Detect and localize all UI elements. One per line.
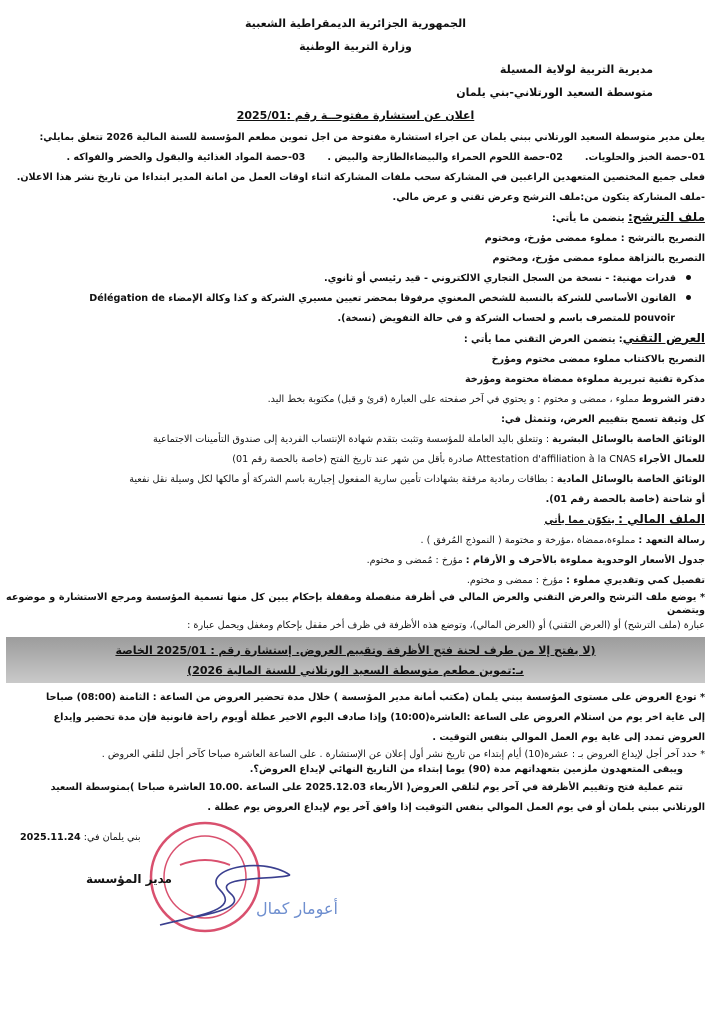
technical-heading <box>6 328 705 349</box>
deposit-line: العروض تمدد إلى غاية يوم العمل الموالي بنفس التوقيت . <box>432 731 705 743</box>
item-text: مملوءة،ممضاة ،مؤرخة و مختومة ( النموذج المُرفق ) . <box>420 534 639 546</box>
material-label: الوثائق الخاصة بالوسائل المادية <box>556 473 705 485</box>
file-composition: -ملف المشاركة يتكون من:ملف الترشح وعرض تقني و عرض مالي. <box>392 191 705 203</box>
material-cont: أو شاحنة (خاصة بالحصة رقم 01). <box>545 493 705 505</box>
opening-line: الورتلاني ببني يلمان أو في يوم العمل الموالي بنفس التوقيت إذا وافق آخر يوم لإيداع العروض يوم عطلة . <box>207 801 705 813</box>
technical-item: مذكرة تقنية تبريرية مملوءة ممضاة مختومة ومؤرخة <box>464 373 705 385</box>
lots-line <box>6 147 705 167</box>
signatory: مدير المؤسسة <box>86 871 172 886</box>
ministry-header: وزارة التربية الوطنية <box>299 40 412 53</box>
financial-item <box>6 550 705 570</box>
item-label: تفصيل كمي وتقديري مملوء : <box>566 574 705 586</box>
republic-header: الجمهورية الجزائرية الديمقراطية الشعبية <box>245 17 466 30</box>
deadline-line: * حدد آخر أجل لإيداع العروض بـ : عشرة(10) أيام إبتداء من تاريخ نشر أول إعلان عن الإستشارة . على الساعة العاشرة صباحا كآخر أجل لتلقي العروض . <box>101 749 705 760</box>
notice-box <box>6 637 705 683</box>
material-text: : بطاقات رمادية مرفقة بشهادات تأمين سارية المفعول إجبارية باسم الشركة أو مالكها لكل وسيلة نقل نفعية <box>129 473 557 485</box>
lot-3: 03-حصة المواد الغذائية والبقول والخضر والفواكه . <box>66 151 306 163</box>
bullet-text-fr: Délégation de <box>89 292 165 304</box>
specs-line <box>6 389 705 409</box>
financial-heading-label: الملف المالي : <box>618 511 705 526</box>
item-text: مؤرخ : ممضى و مختوم. <box>466 574 567 586</box>
candidacy-heading-text: يتضمن ما يأتي: <box>552 212 628 224</box>
item-label: رسالة التعهد : <box>638 534 705 546</box>
opening-line: تتم عملية فتح وتقييم الأظرفة في آخر يوم لتلقي العروض( الأربعاء 2025.12.03 على الساعة .10.00 العاشرة صباحا )بمتوسطة السعيد <box>50 781 683 793</box>
candidacy-item: التصريح بالنزاهة مملوء ممضى مؤرخ، ومختوم <box>492 252 705 264</box>
notice-line: (لا يفتح إلا من طرف لجنة فتح الأظرفة وتقييم العروض. إستشارة رقم : 2025/01 الخاصة <box>115 643 596 657</box>
school-name: متوسطة السعيد الورتلاني-بني يلمان <box>456 86 653 99</box>
page-title: اعلان عن استشارة مفتوحــة رقم :2025/01 <box>236 109 475 122</box>
lot-2: 02-حصة اللحوم الحمراء والبيضاءالطازجة والبيض . <box>327 151 563 163</box>
technical-heading-text: : يتضمن العرض التقني مما يأتي : <box>463 333 623 345</box>
commitment-line: ويبقى المتعهدون ملزمين بتعهداتهم مدة (90) يوما إبتداء من التاريخ النهائي لإيداع العروض؟. <box>249 764 683 775</box>
human-text: : وتتعلق باليد العاملة للمؤسسة وتثبت بتقدم شهادة الإنتساب الفردية إلى صندوق التأمينات الاجتماعية <box>152 433 553 445</box>
bullet-icon <box>686 295 691 300</box>
signature-name: أعومار كمال <box>256 898 338 918</box>
invitation-line: فعلى جميع المختصين المتعهدين الراغبين في المشاركة سحب ملفات المشاركة اثناء اوقات العمل من امانة المدير ابتداءا من تاريخ نشر هذا الاعلان. <box>16 171 705 183</box>
bullet-continuation <box>6 308 705 328</box>
human-resources-line <box>6 429 705 449</box>
financial-heading-text: يتكوّن مما يأتي <box>544 514 619 526</box>
material-line <box>6 469 705 489</box>
specs-text: مملوء ، ممضى و مختوم : و يحتوي في آخر صفحته على العبارة (قرئ و قبل) مكتوبة بخط اليد. <box>267 393 643 405</box>
place-date <box>20 827 141 847</box>
financial-item <box>6 570 705 590</box>
candidacy-item: التصريح بالترشح : مملوء ممضى مؤرخ، ومختوم <box>484 232 705 244</box>
candidacy-heading-label: ملف الترشح: <box>627 209 705 224</box>
cnas-line <box>6 449 705 469</box>
cnas-fr: Attestation d'affiliation à la CNAS <box>476 453 636 465</box>
bullet-icon <box>686 275 691 280</box>
lot-1: 01-حصة الخبز والحلويات. <box>584 151 705 163</box>
envelope-cont: عبارة (ملف الترشح) أو (العرض التقني) أو (العرض المالي)، وتوضع هذه الأظرفة في ظرف أخر مقفل بإحكام ومغفل ويحمل عبارة : <box>187 620 705 631</box>
technical-item: التصريح بالاكتتاب مملوء ممضى مختوم ومؤرخ <box>491 353 705 365</box>
footer <box>6 817 705 937</box>
directorate: مديرية التربية لولاية المسيلة <box>499 63 653 76</box>
financial-item <box>6 530 705 550</box>
candidacy-heading <box>6 207 705 228</box>
bullet-item <box>6 268 705 288</box>
cnas-label: للعمال الأجراء <box>638 453 705 465</box>
notice-line: بـ:تموين مطعم متوسطة السعيد الورتلاني للسنة المالية 2026) <box>187 663 524 677</box>
bullet-text: القانون الأساسي للشركة بالنسبة للشخص المعنوي مرفوقا بمحضر تعيين مسيري الشركة و كذا وكالة الإمضاء <box>168 292 676 304</box>
deposit-line: * تودع العروض على مستوى المؤسسة ببني يلمان (مكتب أمانة مدير المؤسسة ) خلال مدة تحضير العروض من الساعة : الثامنة (08:00) صباحا <box>46 691 705 703</box>
date: 2025.11.24 <box>20 831 81 843</box>
bullet-cont-text: للمتصرف باسم و لحساب الشركة و في حالة التفويض (نسخة). <box>337 312 631 324</box>
bullet-cont-fr: pouvoir <box>633 312 675 324</box>
intro-line: يعلن مدير متوسطة السعيد الورتلاني ببني يلمان عن اجراء استشارة مفتوحة من اجل تموين مطعم المؤسسة للسنة المالية 2026 تتعلق بمايلي: <box>39 131 705 143</box>
bullet-item <box>6 288 705 308</box>
place-label: بني يلمان في: <box>83 831 141 843</box>
technical-heading-label: العرض التقني <box>622 330 705 345</box>
deposit-line: إلى غاية اخر يوم من استلام العروض على الساعة :العاشرة(10:00) وإذا صادف اليوم الاخير عطلة أويوم راحة قانونية فإن مدة تحضير وإيداع <box>53 711 705 723</box>
specs-label: دفتر الشروط <box>642 393 705 405</box>
cnas-text: صادرة بأقل من شهر عند تاريخ الفتح (خاصة بالحصة رقم 01) <box>232 453 474 465</box>
item-text: مؤرخ : مُمضى و مختوم. <box>366 554 466 566</box>
item-label: جدول الأسعار الوحدوية مملوءة بالأحرف و الأرقام : <box>465 554 705 566</box>
eval-line: كل وثيقة تسمح بتقييم العرض، وتتمثل في: <box>501 413 705 425</box>
human-label: الوثائق الخاصة بالوسائل البشرية <box>552 433 705 445</box>
financial-heading <box>6 509 705 530</box>
envelope-line: * يوضع ملف الترشح والعرض التقني والعرض المالي في أظرفة منفصلة ومقفلة بإحكام يبين كل منها تسمية المؤسسة ومرجع الاستشارة و موضوعه ويتضمن <box>6 592 705 616</box>
bullet-text: قدرات مهنية: - نسخة من السجل التجاري الالكتروني - قيد رئيسي أو ثانوي. <box>323 272 676 284</box>
